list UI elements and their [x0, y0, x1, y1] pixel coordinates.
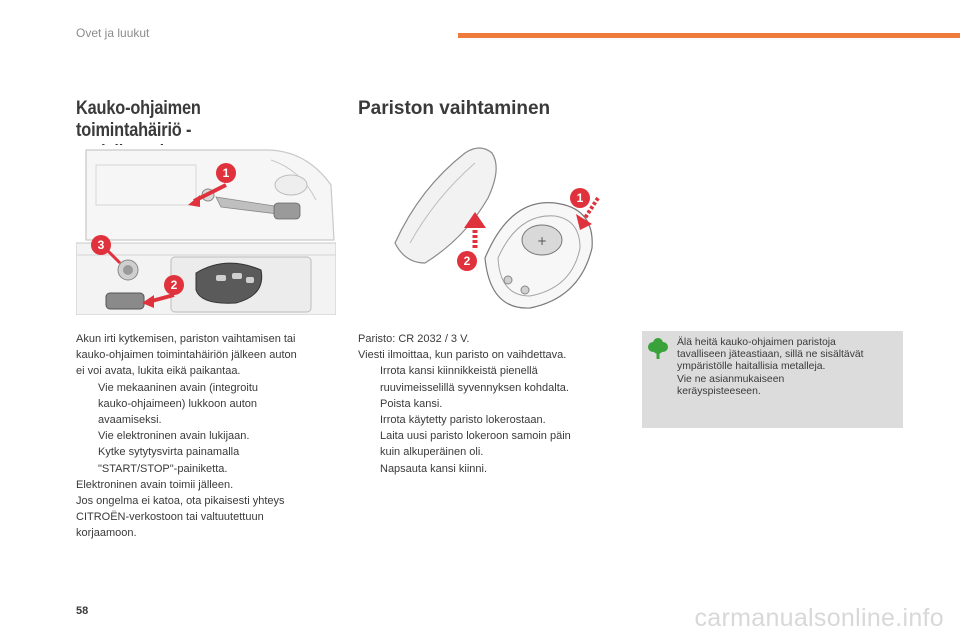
text-line: CITROËN-verkostoon tai valtuutettuun [76, 511, 264, 524]
page-number: 58 [76, 605, 89, 617]
callout-number-3: 3 [97, 238, 105, 252]
text-line: Jos ongelma ei katoa, ota pikaisesti yhteys [76, 495, 285, 508]
step-item [358, 396, 608, 412]
step-item [76, 444, 338, 476]
text-line: korjaamoon. [76, 527, 137, 540]
step-item [358, 461, 608, 477]
eco-note-text [677, 337, 897, 398]
battery-figure [380, 128, 620, 318]
text-line: kauko-ohjaimen toimintahäiriön jälkeen auton [76, 349, 297, 362]
step-line: ruuvimeisselillä syvennyksen kohdalta. [380, 381, 569, 394]
watermark: carmanualsonline.info [694, 604, 944, 632]
text-line: Akun irti kytkemisen, pariston vaihtamisen tai [76, 333, 296, 345]
step-line: Vie mekaaninen avain (integroitu [98, 381, 259, 394]
left-body-text [76, 331, 338, 542]
reinit-figure [76, 145, 336, 315]
step-line: Kytke sytytysvirta painamalla [98, 446, 240, 459]
header-accent-bar [458, 33, 960, 38]
callout-number-2: 2 [463, 254, 471, 268]
step-item [358, 412, 608, 428]
callout-number-1: 1 [576, 191, 584, 205]
step-line: avaamiseksi. [98, 414, 162, 427]
left-title-line: Kauko-ohjaimen toimintahäiriö - [76, 98, 201, 141]
step-line: Napsauta kansi kiinni. [380, 462, 488, 475]
step-line: kuin alkuperäinen oli. [380, 446, 484, 459]
step-line: Laita uusi paristo lokeroon samoin päin [380, 430, 571, 443]
text-line: Elektroninen avain toimii jälleen. [76, 478, 234, 491]
step-item [76, 428, 338, 444]
step-line: "START/STOP"-painiketta. [98, 462, 228, 475]
step-line: Poista kansi. [380, 397, 443, 410]
step-line: Irrota kansi kiinnikkeistä pienellä [380, 365, 538, 378]
callout-number-1: 1 [222, 166, 230, 180]
step-line: Irrota käytetty paristo lokerostaan. [380, 414, 546, 427]
eco-line: tavalliseen jäteastiaan, sillä ne sisältävät [677, 349, 864, 361]
step-line: Vie elektroninen avain lukijaan. [98, 430, 250, 443]
callout-number-2: 2 [170, 278, 178, 292]
text-line: Viesti ilmoittaa, kun paristo on vaihdettava. [358, 349, 567, 362]
step-item [358, 428, 608, 460]
eco-note-box [642, 331, 903, 428]
step-line: kauko-ohjaimeen) lukkoon auton [98, 397, 257, 410]
tree-icon [648, 337, 668, 359]
step-item [358, 363, 608, 395]
svg-text:+: + [536, 234, 548, 248]
eco-line: Älä heitä kauko-ohjaimen paristoja [677, 337, 836, 348]
eco-line: Vie ne asianmukaiseen [677, 373, 785, 385]
step-item [76, 380, 338, 429]
right-section-title: Pariston vaihtaminen [358, 98, 551, 119]
eco-line: ympäristölle haitallisia metalleja. [677, 361, 826, 373]
text-line: Paristo: CR 2032 / 3 V. [358, 333, 470, 345]
text-line: ei voi avata, lukita eikä paikantaa. [76, 365, 241, 378]
right-body-text [358, 331, 608, 477]
eco-line: keräyspisteeseen. [677, 385, 761, 397]
section-label: Ovet ja luukut [76, 26, 150, 40]
